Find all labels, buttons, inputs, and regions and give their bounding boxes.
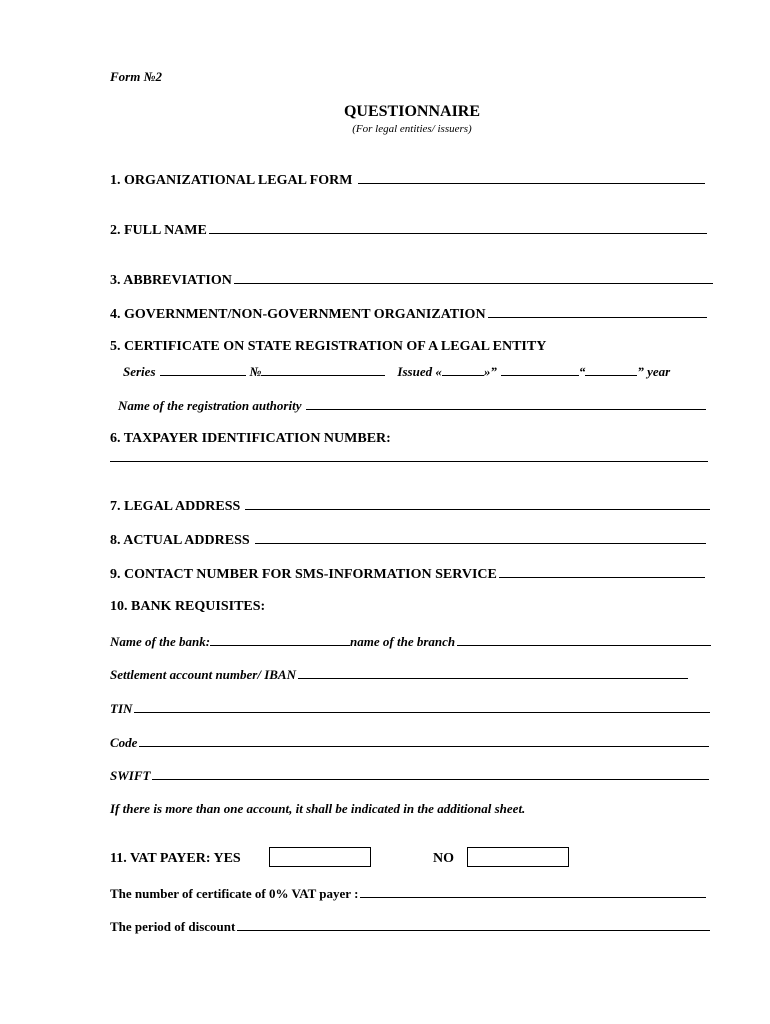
certificate-label: 5. CERTIFICATE ON STATE REGISTRATION OF A LEGAL ENTITY <box>110 339 547 354</box>
actual-address-field[interactable] <box>255 531 706 544</box>
quote-open-mark: “ <box>578 364 586 379</box>
registration-authority-label: Name of the registration authority <box>118 398 302 413</box>
issued-label: Issued « <box>397 364 442 379</box>
document-subtitle: (For legal entities/ issuers) <box>352 123 472 135</box>
document-title: QUESTIONNAIRE <box>343 103 481 120</box>
full-name-label: 2. FULL NAME <box>110 223 207 238</box>
vat-certificate-label: The number of certificate of 0% VAT payer : <box>110 886 359 901</box>
bank-name-row <box>110 633 711 650</box>
taxpayer-id-label: 6. TAXPAYER IDENTIFICATION NUMBER: <box>110 431 391 446</box>
discount-period-field[interactable] <box>237 918 710 931</box>
swift-label: SWIFT <box>110 768 151 783</box>
full-name-field[interactable] <box>209 221 707 234</box>
certificate-number-field[interactable] <box>261 363 385 376</box>
tin-field[interactable] <box>134 700 710 713</box>
issued-close-mark: »” <box>483 364 497 379</box>
settlement-account-row <box>110 666 688 683</box>
number-sign-label: № <box>249 364 262 379</box>
legal-address-row <box>110 497 710 515</box>
org-legal-form-row <box>110 171 705 189</box>
series-label: Series <box>123 364 156 379</box>
issued-day-field[interactable] <box>442 363 484 376</box>
org-legal-form-label: 1. ORGANIZATIONAL LEGAL FORM <box>110 173 353 188</box>
bank-name-label: Name of the bank: <box>110 634 211 649</box>
code-row <box>110 734 709 751</box>
gov-org-row <box>110 305 707 323</box>
series-field[interactable] <box>160 363 246 376</box>
code-field[interactable] <box>139 734 709 747</box>
abbreviation-field[interactable] <box>234 271 713 284</box>
contact-number-field[interactable] <box>499 565 705 578</box>
contact-number-label: 9. CONTACT NUMBER FOR SMS-INFORMATION SERVICE <box>110 567 497 582</box>
actual-address-row <box>110 531 706 549</box>
full-name-row <box>110 221 707 239</box>
vat-no-label: NO <box>433 851 454 866</box>
discount-period-label: The period of discount <box>110 919 236 934</box>
actual-address-label: 8. ACTUAL ADDRESS <box>110 533 250 548</box>
tin-label: TIN <box>110 701 133 716</box>
org-legal-form-field[interactable] <box>358 171 705 184</box>
abbreviation-label: 3. ABBREVIATION <box>110 273 232 288</box>
gov-org-label: 4. GOVERNMENT/NON-GOVERNMENT ORGANIZATION <box>110 307 486 322</box>
branch-name-field[interactable] <box>457 633 711 646</box>
settlement-account-label: Settlement account number/ IBAN <box>110 667 296 682</box>
year-label: ” year <box>637 364 671 379</box>
code-label: Code <box>110 735 138 750</box>
swift-row <box>110 767 709 784</box>
registration-authority-row <box>118 397 706 414</box>
issued-year-field[interactable] <box>585 363 637 376</box>
issued-month-field[interactable] <box>501 363 579 376</box>
registration-authority-field[interactable] <box>306 397 706 410</box>
discount-period-row <box>110 918 710 935</box>
settlement-account-field[interactable] <box>298 666 688 679</box>
vat-payer-yes-label: 11. VAT PAYER: YES <box>110 851 241 866</box>
bank-name-field[interactable] <box>210 633 350 646</box>
swift-field[interactable] <box>152 767 709 780</box>
bank-requisites-label: 10. BANK REQUISITES: <box>110 599 266 614</box>
vat-certificate-field[interactable] <box>360 885 706 898</box>
tin-row <box>110 700 710 717</box>
series-row <box>123 363 670 380</box>
form-number-label: Form №2 <box>110 69 162 84</box>
contact-number-row <box>110 565 705 583</box>
vat-yes-checkbox[interactable] <box>269 847 371 867</box>
legal-address-field[interactable] <box>245 497 710 510</box>
abbreviation-row <box>110 271 713 289</box>
more-accounts-note: If there is more than one account, it shall be indicated in the additional sheet. <box>110 801 526 816</box>
taxpayer-id-field[interactable] <box>110 449 708 462</box>
legal-address-label: 7. LEGAL ADDRESS <box>110 499 241 514</box>
branch-name-label: name of the branch <box>350 634 456 649</box>
gov-org-field[interactable] <box>488 305 707 318</box>
vat-no-checkbox[interactable] <box>467 847 569 867</box>
vat-certificate-row <box>110 885 706 902</box>
